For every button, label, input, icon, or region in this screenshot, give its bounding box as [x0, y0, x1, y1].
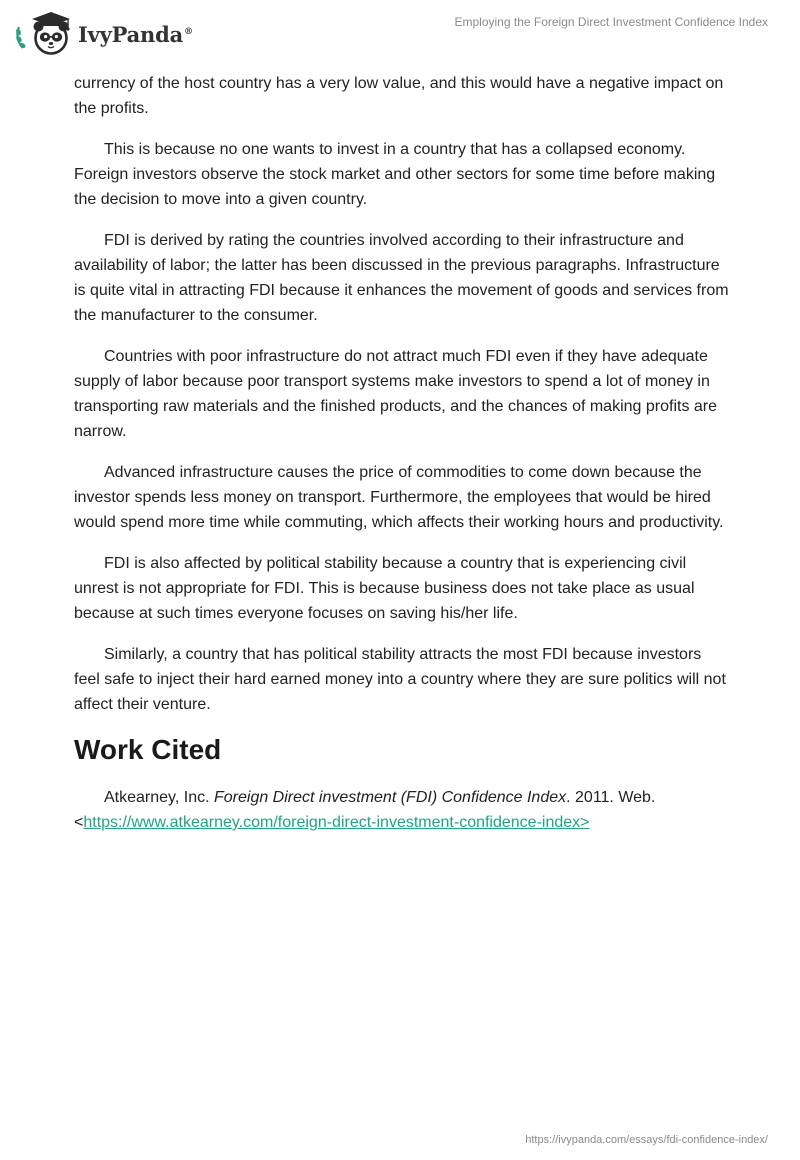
citation-open-bracket: < — [74, 814, 84, 831]
paragraph-5: Advanced infrastructure causes the price of commodities to come down because the investor spends less money on transport. Furthermore, the employees that would be hired would spend more time while commuting, which affects their working hours and productivity. — [74, 464, 724, 531]
citation-entry — [74, 785, 730, 835]
footer-source-url[interactable]: https://ivypanda.com/essays/fdi-confidence-index/ — [525, 1134, 768, 1146]
citation-details: . 2011. Web. — [566, 789, 656, 806]
page-header — [0, 0, 800, 64]
brand-logo[interactable] — [14, 8, 193, 56]
paragraph-2: This is because no one wants to invest in a country that has a collapsed economy. Foreign investors observe the stock market and other sectors for some time before making the decision to move into a given country. — [74, 141, 716, 208]
citation-title: Foreign Direct investment (FDI) Confidence Index — [213, 789, 567, 806]
works-cited-heading: Work Cited — [74, 734, 222, 765]
citation-author: Atkearney, Inc. — [104, 789, 214, 806]
paragraph-1: currency of the host country has a very low value, and this would have a negative impact on the profits. — [74, 75, 724, 117]
paragraph-4: Countries with poor infrastructure do not attract much FDI even if they have adequate supply of labor because poor transport systems make investors to spend a lot of money in transporting raw materials and the finished products, and the chances of making profits are narrow. — [74, 348, 718, 440]
paragraph-3: FDI is derived by rating the countries involved according to their infrastructure and availability of labor; the latter has been discussed in the previous paragraphs. Infrastructure is quite vital in attracting FDI because it enhances the movement of goods and services from the manufacturer to the consumer. — [74, 232, 729, 324]
registered-mark: ® — [184, 26, 193, 37]
paragraph-7: Similarly, a country that has political stability attracts the most FDI because investors feel safe to inject their hard earned money into a country where they are sure politics will not affect their venture. — [74, 646, 726, 713]
panda-graduation-cap-icon — [14, 8, 76, 56]
brand-name-text: IvyPanda — [78, 21, 184, 47]
paragraph-6: FDI is also affected by political stability because a country that is experiencing civil unrest is not appropriate for FDI. This is because business does not take place as usual because at such times everyone focuses on saving his/her life. — [74, 555, 695, 622]
citation-link[interactable]: https://www.atkearney.com/foreign-direct-investment-confidence-index> — [83, 814, 590, 831]
brand-name — [78, 22, 193, 47]
article-body — [74, 71, 730, 835]
document-title: Employing the Foreign Direct Investment Confidence Index — [454, 15, 768, 29]
